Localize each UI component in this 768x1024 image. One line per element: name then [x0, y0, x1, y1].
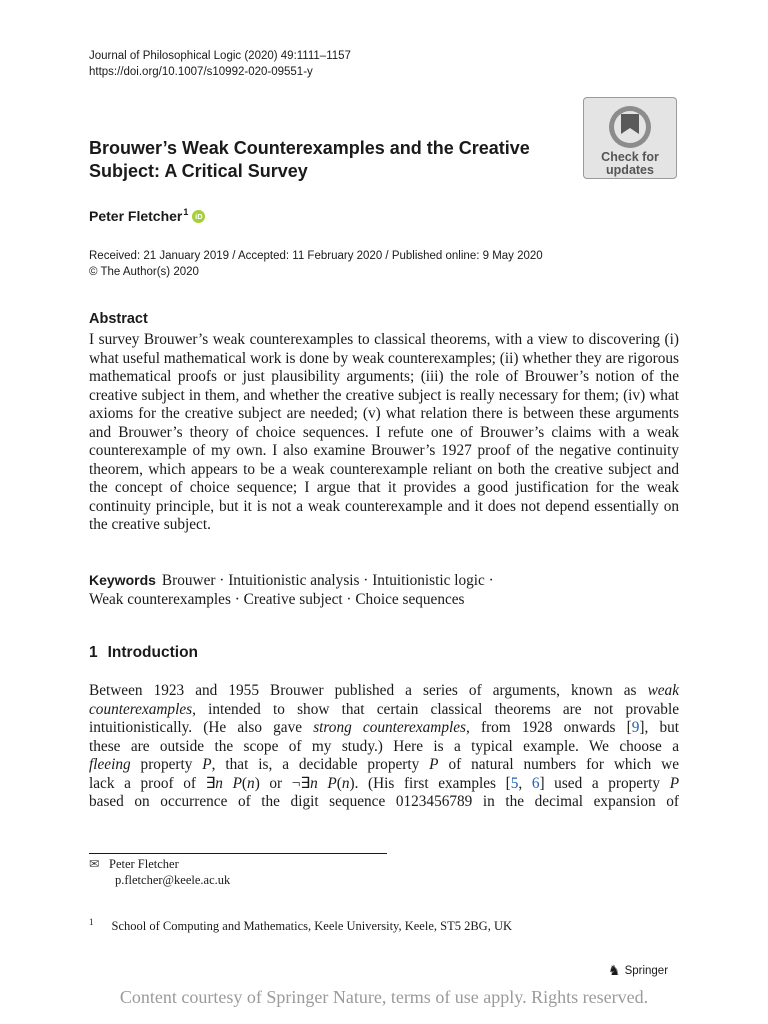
affiliation-footnote	[89, 914, 512, 934]
intro-line: Between 1923 and 1955 Brouwer published a series of arguments, known as weak	[89, 682, 679, 699]
journal-header	[89, 48, 351, 80]
date-history: Received: 21 January 2019 / Accepted: 11 February 2020 / Published online: 9 May 2020	[89, 250, 543, 262]
citation-link[interactable]: 6	[531, 774, 540, 792]
keywords-line-1: Brouwer · Intuitionistic analysis · Intuitionistic logic ·	[161, 572, 494, 589]
keywords-line-2: Weak counterexamples · Creative subject · Choice sequences	[89, 591, 465, 608]
springer-horse-icon: ♞	[608, 962, 621, 978]
courtesy-watermark: Content courtesy of Springer Nature, terms of use apply. Rights reserved.	[119, 987, 649, 1007]
publisher-logo	[608, 962, 668, 979]
abstract-text: I survey Brouwer’s weak counterexamples to classical theorems, with a view to discovering (i) what useful mathematical work is done by weak counterexamples; (ii) whether they are rigorous mathematical proofs or just plausibility arguments; (iii) the role of Brouwer’s notion of the creative subject in them, and whether the creative subject is really necessary for them; (iv) what axioms for the creative subject are needed; (v) what relation there is between these arguments and Brouwer’s theory of choice sequences. I refute one of Brouwer’s claims with a weak counterexample of my own. I also examine Brouwer’s 1927 proof of the negative continuity theorem, which appears to be a weak counterexample reliant on both the creative subject and the concept of choice sequence; I argue that it provides a good justification for the weak continuity principle, but it is not a weak counterexample and it does not depend essentially on the creative subject.	[89, 331, 680, 533]
introduction-paragraph	[89, 682, 679, 812]
paper-title	[89, 137, 569, 183]
doi-link[interactable]: https://doi.org/10.1007/s10992-020-09551-y	[89, 66, 313, 78]
publisher-name: Springer	[624, 964, 669, 977]
copyright-notice: © The Author(s) 2020	[89, 266, 199, 278]
corresponding-name: Peter Fletcher	[109, 857, 179, 871]
crossmark-icon	[607, 104, 653, 150]
check-for-updates-button[interactable]	[583, 97, 677, 179]
intro-line: intuitionistically. (He also gave strong counterexamples, from 1928 onwards [9], but	[89, 719, 680, 736]
intro-line: based on occurrence of the digit sequence 0123456789 in the decimal expansion of	[89, 793, 679, 810]
author-line	[89, 208, 205, 224]
intro-line: these are outside the scope of my study.) Here is a typical example. We choose a	[89, 737, 679, 755]
corresponding-email[interactable]: p.fletcher@keele.ac.uk	[115, 873, 231, 887]
abstract-heading: Abstract	[89, 311, 148, 327]
affiliation-text: School of Computing and Mathematics, Keele University, Keele, ST5 2BG, UK	[111, 919, 513, 934]
intro-line: fleeing property P, that is, a decidable property P of natural numbers for which we	[89, 756, 679, 773]
citation-link[interactable]: 9	[631, 719, 640, 736]
intro-line: lack a proof of ∃n P(n) or ¬∃n P(n). (His first examples [5, 6] used a property P	[89, 774, 680, 792]
keywords	[89, 571, 689, 609]
keywords-label: Keywords	[89, 572, 156, 588]
intro-line: counterexamples, intended to show that certain classical theorems are not provable	[89, 700, 679, 718]
footnote-divider	[89, 853, 387, 854]
author-affiliation-mark: 1	[183, 207, 189, 217]
section-number: 1	[89, 644, 98, 661]
journal-citation: Journal of Philosophical Logic (2020) 49:1111–1157	[89, 50, 351, 62]
orcid-icon[interactable]: iD	[192, 210, 205, 223]
envelope-icon: ✉	[89, 857, 100, 871]
updates-label: updates	[606, 163, 654, 177]
corresponding-author	[89, 856, 230, 888]
section-heading-introduction	[89, 644, 198, 662]
section-title: Introduction	[107, 644, 199, 661]
title-line-1: Brouwer’s Weak Counterexamples and the Creative	[89, 138, 530, 158]
publication-dates	[89, 248, 543, 280]
title-line-2: Subject: A Critical Survey	[89, 161, 308, 181]
author-name[interactable]: Peter Fletcher	[89, 208, 183, 224]
affiliation-mark: 1	[89, 917, 94, 927]
citation-link[interactable]: 5	[510, 774, 519, 792]
check-for-label: Check for	[601, 150, 659, 164]
